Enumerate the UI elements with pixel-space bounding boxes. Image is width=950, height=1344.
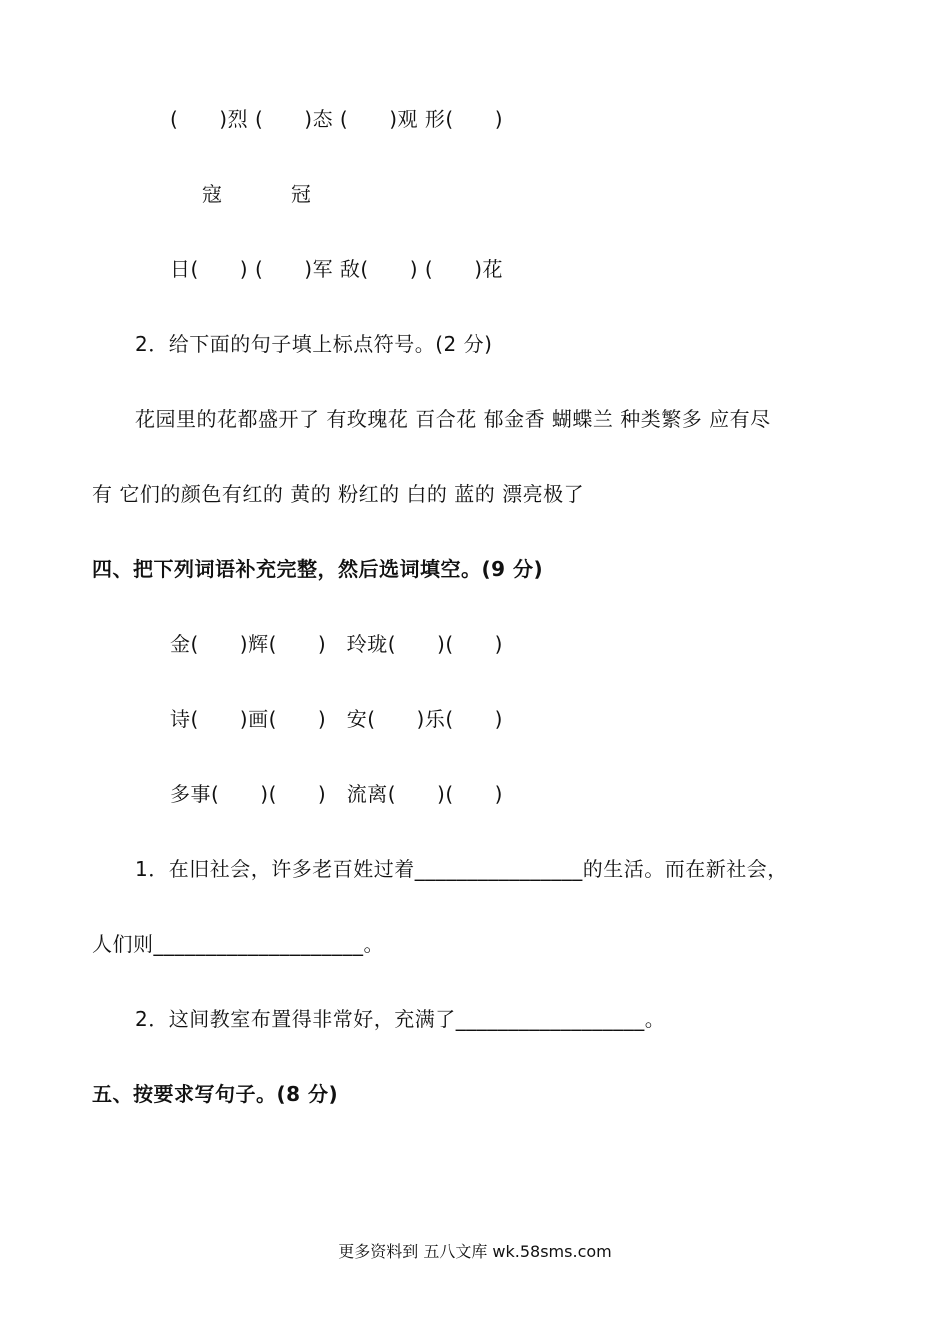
fill-row-1: ( )烈 ( )态 ( )观 形( ): [170, 107, 503, 131]
section-five-heading: 五、按要求写句子。(8 分): [92, 1082, 339, 1106]
punctuation-question-title: 2．给下面的句子填上标点符号。(2 分): [135, 332, 493, 356]
footer-source-text: 更多资料到 五八文库 wk.58sms.com: [338, 1242, 612, 1261]
punctuation-sentence-line-2: 有 它们的颜色有红的 黄的 粉红的 白的 蓝的 漂亮极了: [92, 482, 585, 506]
fill-row-3: 日( ) ( )军 敌( ) ( )花: [170, 257, 503, 281]
punctuation-sentence-line-1: 花园里的花都盛开了 有玫瑰花 百合花 郁金香 蝴蝶兰 种类繁多 应有尽: [135, 407, 771, 431]
section-four-heading: 四、把下列词语补充完整，然后选词填空。(9 分): [92, 557, 544, 581]
word-row-1: 金( )辉( ) 玲珑( )( ): [170, 632, 503, 656]
fill-blank-question-2: 2．这间教室布置得非常好，充满了__________________。: [135, 1007, 666, 1031]
fill-blank-question-1-line-2: 人们则____________________。: [92, 932, 384, 956]
fill-blank-question-1-line-1: 1．在旧社会，许多老百姓过着________________的生活。而在新社会，: [135, 857, 788, 881]
fill-row-2-characters: 寇 冠: [202, 182, 312, 206]
word-row-3: 多事( )( ) 流离( )( ): [170, 782, 503, 806]
word-row-2: 诗( )画( ) 安( )乐( ): [170, 707, 503, 731]
